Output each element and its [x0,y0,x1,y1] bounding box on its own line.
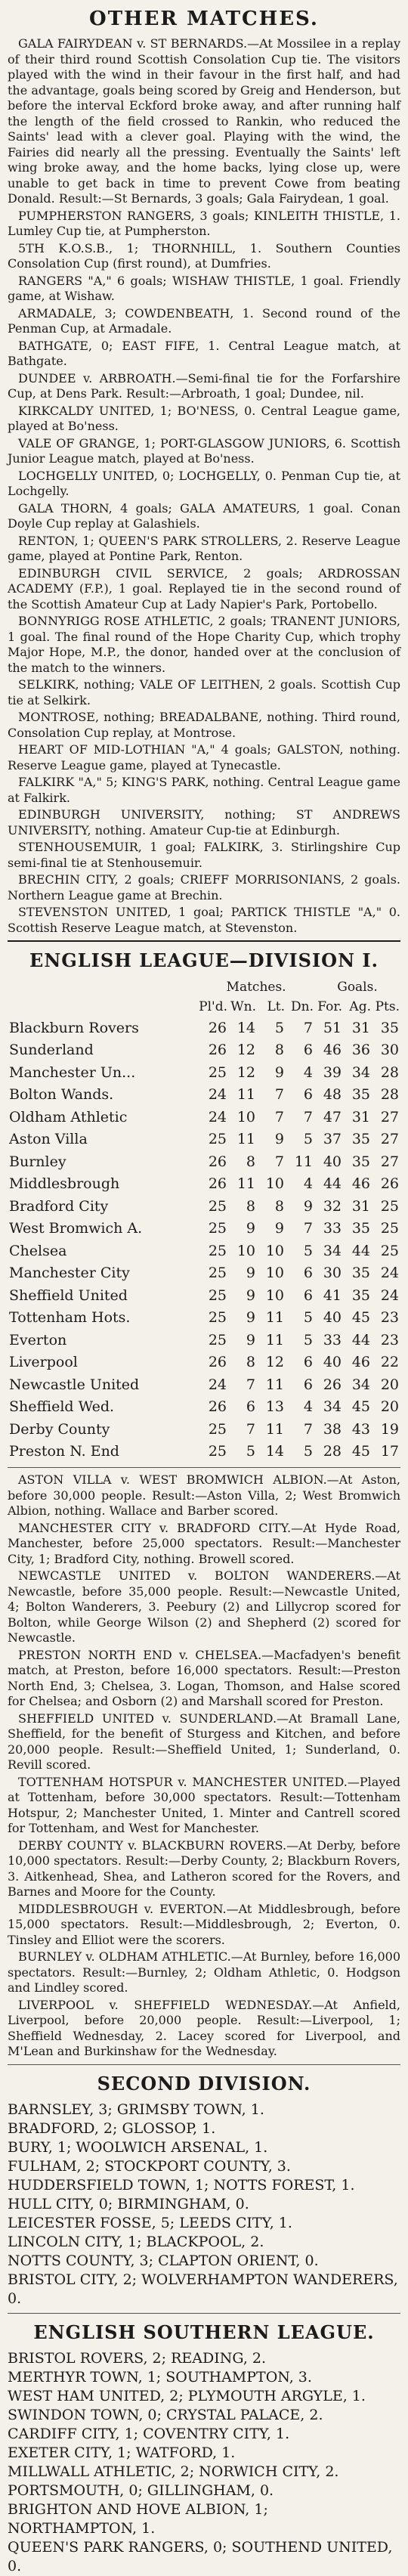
table-cell: 8 [246,1197,255,1215]
section-divider [8,2313,400,2314]
table-cell: 4 [303,1175,313,1193]
table-cell: 34 [323,1398,342,1416]
match-report: GALA FAIRYDEAN v. ST BERNARDS.—At Mossilee in a replay of their third round Scottish Consolation Cup tie. The visitors played with the wind in their favour in the first half, and had the advantage, goals being scored by Greig and Henderson, but before the interval Eckford broke away, and after running half the length of the field crossed to Rankin, who reduced the Saints' lead with a clever goal. Playing with the wind, the Fairies did nearly all the pressing. Eventually the Saints' left wing broke away, and the home backs, lying close up, were unable to get back in time to prevent Cowe from beating Donald. Result:—St Bernards, 3 goals; Gala Fairydean, 1 goal. [8,36,400,206]
table-cell: 7 [246,1420,255,1438]
result-line: BRADFORD, 2; GLOSSOP, 1. [8,2119,216,2137]
table-cell: 35 [351,1086,370,1104]
match-report: SELKIRK, nothing; VALE OF LEITHEN, 2 goals. Scottish Cup tie at Selkirk. [8,677,400,707]
table-cell: 6 [303,1354,313,1371]
table-cell: 11 [236,1175,255,1193]
table-cell: 34 [351,1376,370,1393]
table-cell: 7 [303,1108,313,1125]
league-table [8,977,400,1463]
table-cell: 25 [208,1420,227,1438]
table-cell: 45 [351,1443,370,1460]
result-line: FULHAM, 2; STOCKPORT COUNTY, 3. [8,2157,291,2175]
match-reports [8,1472,400,2060]
result-line: CARDIFF CITY, 1; COVENTRY CITY, 1. [8,2425,290,2442]
match-report: EDINBURGH UNIVERSITY, nothing; ST ANDREWS UNIVERSITY, nothing. Amateur Cup-tie at Edinburgh. [8,807,400,838]
match-report: DERBY COUNTY v. BLACKBURN ROVERS.—At Derby, before 10,000 spectators. Result:—Derby County, 2; Blackburn Rovers, 3. Aitkenhead, Shea, and Latheron scored for the Rovers, and Barnes and Moore for the County. [8,1838,400,1899]
team-name: Manchester City [9,1265,130,1282]
table-row [8,1129,400,1151]
table-cell: 25 [208,1331,227,1348]
table-cell: 39 [323,1064,342,1081]
second-division-results [8,2101,400,2308]
table-cell: 28 [380,1086,399,1104]
table-cell: 22 [380,1354,399,1371]
match-report: BRECHIN CITY, 2 goals; CRIEFF MORRISONIANS, 2 goals. Northern League game at Brechin. [8,872,400,903]
table-cell: 25 [208,1265,227,1282]
table-cell: 5 [303,1131,313,1148]
table-cell: 47 [323,1108,342,1125]
table-cell: 28 [323,1443,342,1460]
table-cell: 24 [208,1086,227,1104]
table-cell: 8 [246,1354,255,1371]
column-header: Dn. [291,999,314,1014]
table-cell: 26 [208,1175,227,1193]
matches-group-header: Matches. [226,980,286,995]
other-matches-heading: OTHER MATCHES. [89,8,319,30]
column-header: Ag. [349,999,371,1014]
match-report: MIDDLESBROUGH v. EVERTON.—At Middlesbrough, before 15,000 spectators. Result:—Middlesbrough, 2; Everton, 0. Tinsley and Elliot were the scorers. [8,1901,400,1947]
table-cell: 46 [323,1042,342,1059]
table-cell: 25 [380,1242,399,1259]
table-cell: 17 [380,1443,399,1460]
match-report: GALA THORN, 4 goals; GALA AMATEURS, 1 goal. Conan Doyle Cup replay at Galashiels. [8,500,400,531]
result-line: BRISTOL CITY, 2; WOLVERHAMPTON WANDERERS, 0. [8,2271,398,2307]
table-cell: 20 [380,1376,399,1393]
result-line: LEICESTER FOSSE, 5; LEEDS CITY, 1. [8,2214,292,2231]
match-report: FALKIRK "A," 5; KING'S PARK, nothing. Central League game at Falkirk. [8,775,400,805]
table-cell: 9 [246,1309,255,1327]
table-cell: 35 [351,1286,370,1304]
table-cell: 44 [351,1242,370,1259]
result-line: PORTSMOUTH, 0; GILLINGHAM, 0. [8,2482,274,2499]
result-line: MERTHYR TOWN, 1; SOUTHAMPTON, 3. [8,2368,312,2386]
table-cell: 45 [351,1309,370,1327]
table-cell: 10 [265,1175,284,1193]
table-cell: 27 [380,1131,399,1148]
match-report: BONNYRIGG ROSE ATHLETIC, 2 goals; TRANENT JUNIORS, 1 goal. The final round of the Hope Charity Cup, which trophy Major Hope, M.P., the donor, handed over at the conclusion of the match to the winners. [8,614,400,675]
match-report: MONTROSE, nothing; BREADALBANE, nothing. Third round, Consolation Cup replay, at Montrose. [8,710,400,740]
team-name: Derby County [9,1420,110,1438]
table-row [8,1150,400,1173]
table-cell: 26 [208,1153,227,1170]
table-cell: 31 [351,1019,370,1036]
table-row [8,1240,400,1262]
table-cell: 6 [303,1042,313,1059]
team-name: Bradford City [9,1197,109,1215]
table-row [8,1061,400,1084]
table-cell: 12 [265,1354,284,1371]
table-cell: 35 [380,1019,399,1036]
match-report: BATHGATE, 0; EAST FIFE, 1. Central League match, at Bathgate. [8,338,400,368]
table-cell: 9 [274,1220,284,1237]
match-report: BURNLEY v. OLDHAM ATHLETIC.—At Burnley, before 16,000 spectators. Result:—Burnley, 2; Oldham Athletic, 0. Hodgson and Lindley scored. [8,1949,400,1995]
section-divider [8,1467,400,1468]
table-cell: 31 [351,1197,370,1215]
table-cell: 9 [246,1220,255,1237]
table-cell: 40 [323,1354,342,1371]
team-name: Bolton Wands. [9,1086,114,1104]
match-report: DUNDEE v. ARBROATH.—Semi-final tie for the Forfarshire Cup, at Dens Park. Result:—Arbroath, 1 goal; Dundee, nil. [8,370,400,401]
table-cell: 44 [323,1175,342,1193]
table-cell: 25 [380,1197,399,1215]
table-cell: 33 [323,1331,342,1348]
table-cell: 5 [303,1242,313,1259]
table-cell: 4 [303,1064,313,1081]
table-cell: 6 [246,1398,255,1416]
table-cell: 13 [265,1398,284,1416]
column-header: Pts. [375,999,400,1014]
table-cell: 19 [380,1420,399,1438]
table-row [8,1373,400,1396]
table-cell: 35 [351,1153,370,1170]
table-cell: 10 [265,1242,284,1259]
table-cell: 23 [380,1309,399,1327]
table-cell: 9 [246,1331,255,1348]
table-cell: 35 [351,1265,370,1282]
table-cell: 30 [323,1265,342,1282]
column-header: Pl'd. [199,999,227,1014]
table-row [8,1262,400,1285]
result-line: LINCOLN CITY, 1; BLACKPOOL, 2. [8,2233,264,2250]
table-row [8,1195,400,1218]
table-cell: 10 [236,1108,255,1125]
table-row [8,1441,400,1463]
southern-league-results [8,2349,400,2576]
table-cell: 28 [380,1064,399,1081]
team-name: Middlesbrough [9,1175,120,1193]
table-cell: 25 [208,1242,227,1259]
table-cell: 14 [265,1443,284,1460]
table-cell: 12 [236,1064,255,1081]
team-name: Sunderland [9,1042,94,1059]
table-cell: 34 [351,1064,370,1081]
table-cell: 27 [380,1153,399,1170]
table-cell: 6 [303,1265,313,1282]
match-report: STENHOUSEMUIR, 1 goal; FALKIRK, 3. Stirlingshire Cup semi-final tie at Stenhousemuir. [8,840,400,870]
match-report: VALE OF GRANGE, 1; PORT-GLASGOW JUNIORS, 6. Scottish Junior League match, played at Bo'ness. [8,435,400,466]
table-cell: 33 [323,1220,342,1237]
table-row [8,1106,400,1129]
table-cell: 11 [265,1331,284,1348]
table-cell: 26 [208,1398,227,1416]
table-cell: 26 [323,1376,342,1393]
table-cell: 32 [323,1197,342,1215]
table-cell: 7 [303,1220,313,1237]
table-cell: 31 [351,1108,370,1125]
result-line: NOTTS COUNTY, 3; CLAPTON ORIENT, 0. [8,2252,319,2269]
result-line: BRISTOL ROVERS, 2; READING, 2. [8,2349,267,2367]
table-cell: 24 [208,1108,227,1125]
team-name: Aston Villa [9,1131,88,1148]
team-name: Manchester Un... [9,1064,136,1081]
table-row [8,1307,400,1330]
table-cell: 34 [323,1242,342,1259]
table-cell: 25 [208,1286,227,1304]
table-cell: 8 [246,1153,255,1170]
table-cell: 5 [303,1443,313,1460]
column-header: Lt. [267,999,285,1014]
other-matches-reports [8,36,400,936]
table-cell: 10 [236,1242,255,1259]
table-cell: 46 [351,1354,370,1371]
team-name: Liverpool [9,1354,78,1371]
division-one-heading: ENGLISH LEAGUE—DIVISION I. [29,949,379,971]
table-cell: 9 [274,1131,284,1148]
table-cell: 24 [380,1286,399,1304]
team-name: Sheffield United [9,1286,128,1304]
table-row [8,1173,400,1196]
table-cell: 5 [246,1443,255,1460]
result-line: MILLWALL ATHLETIC, 2; NORWICH CITY, 2. [8,2463,339,2480]
table-cell: 27 [380,1108,399,1125]
table-row [8,1084,400,1107]
table-row [8,1017,400,1039]
table-row [8,1218,400,1240]
table-cell: 36 [351,1042,370,1059]
match-report: ARMADALE, 3; COWDENBEATH, 1. Second round of the Penman Cup, at Armadale. [8,305,400,336]
table-row [8,1284,400,1307]
second-division-heading: SECOND DIVISION. [97,2072,311,2095]
table-cell: 26 [380,1175,399,1193]
table-cell: 7 [274,1108,284,1125]
match-report: PUMPHERSTON RANGERS, 3 goals; KINLEITH THISTLE, 1. Lumley Cup tie, at Pumpherston. [8,208,400,238]
table-cell: 9 [246,1265,255,1282]
southern-league-heading: ENGLISH SOUTHERN LEAGUE. [33,2321,375,2343]
table-cell: 7 [303,1420,313,1438]
team-name: Chelsea [9,1242,67,1259]
table-cell: 25 [380,1220,399,1237]
table-cell: 14 [236,1019,255,1036]
table-cell: 25 [208,1197,227,1215]
table-cell: 48 [323,1086,342,1104]
table-cell: 46 [351,1175,370,1193]
table-cell: 12 [236,1042,255,1059]
table-cell: 9 [246,1286,255,1304]
match-report: NEWCASTLE UNITED v. BOLTON WANDERERS.—At Newcastle, before 35,000 people. Result:—Newcastle United, 4; Bolton Wanderers, 3. Peebury (2) and Lillycrop scored for Bolton, while George Wilson (2) and Shepherd (2) scored for Newcastle. [8,1568,400,1645]
match-report: SHEFFIELD UNITED v. SUNDERLAND.—At Bramall Lane, Sheffield, for the benefit of Sturgess and Kitchen, and before 20,000 people. Result:—Sheffield United, 1; Sunderland, 0. Revill scored. [8,1711,400,1772]
table-cell: 11 [236,1131,255,1148]
team-name: Preston N. End [9,1443,119,1460]
table-row [8,1351,400,1374]
table-cell: 41 [323,1286,342,1304]
table-row [8,1329,400,1351]
table-cell: 11 [265,1376,284,1393]
match-report: MANCHESTER CITY v. BRADFORD CITY.—At Hyde Road, Manchester, before 25,000 spectators. Result:—Manchester City, 1; Bradford City, nothing. Browell scored. [8,1520,400,1566]
table-cell: 8 [274,1197,284,1215]
table-cell: 44 [351,1331,370,1348]
team-name: West Bromwich A. [9,1220,143,1237]
team-name: Everton [9,1331,67,1348]
table-cell: 23 [380,1331,399,1348]
table-cell: 25 [208,1064,227,1081]
table-cell: 11 [265,1420,284,1438]
table-cell: 37 [323,1131,342,1148]
table-cell: 7 [274,1086,284,1104]
table-cell: 6 [303,1086,313,1104]
match-report: LOCHGELLY UNITED, 0; LOCHGELLY, 0. Penman Cup tie, at Lochgelly. [8,468,400,498]
table-cell: 10 [265,1265,284,1282]
result-line: BARNSLEY, 3; GRIMSBY TOWN, 1. [8,2101,264,2118]
table-cell: 5 [303,1331,313,1348]
table-cell: 25 [208,1131,227,1148]
table-cell: 24 [208,1376,227,1393]
table-cell: 6 [303,1376,313,1393]
table-cell: 9 [303,1197,313,1215]
table-cell: 40 [323,1309,342,1327]
table-cell: 7 [303,1019,313,1036]
team-name: Tottenham Hots. [9,1309,131,1327]
match-report: STEVENSTON UNITED, 1 goal; PARTICK THISTLE "A," 0. Scottish Reserve League match, at Stevenston. [8,905,400,935]
result-line: HULL CITY, 0; BIRMINGHAM, 0. [8,2195,249,2212]
match-report: PRESTON NORTH END v. CHELSEA.—Macfadyen's benefit match, at Preston, before 16,000 spectators. Result:—Preston North End, 3; Chelsea, 3. Logan, Thomson, and Halse scored for Chelsea; and Osborn (2) and Marshall scored for Preston. [8,1647,400,1708]
table-cell: 25 [208,1443,227,1460]
table-cell: 26 [208,1019,227,1036]
result-line: WEST HAM UNITED, 2; PLYMOUTH ARGYLE, 1. [8,2387,366,2404]
match-report: ASTON VILLA v. WEST BROMWICH ALBION.—At Aston, before 30,000 people. Result:—Aston Villa, 2; West Bromwich Albion, nothing. Wallace and Barber scored. [8,1472,400,1518]
match-report: KIRKCALDY UNITED, 1; BO'NESS, 0. Central League game, played at Bo'ness. [8,403,400,433]
match-report: EDINBURGH CIVIL SERVICE, 2 goals; ARDROSSAN ACADEMY (F.P.), 1 goal. Replayed tie in the second round of the Scottish Amateur Cup at Lady Napier's Park, Portobello. [8,565,400,611]
result-line: BURY, 1; WOOLWICH ARSENAL, 1. [8,2138,268,2156]
table-cell: 30 [380,1042,399,1059]
result-line: EXETER CITY, 1; WATFORD, 1. [8,2444,236,2461]
team-name: Oldham Athletic [9,1108,128,1125]
table-cell: 26 [208,1042,227,1059]
section-divider [8,2064,400,2065]
table-cell: 25 [208,1220,227,1237]
table-cell: 11 [294,1153,313,1170]
team-name: Blackburn Rovers [9,1019,139,1036]
table-cell: 26 [208,1354,227,1371]
table-cell: 43 [351,1420,370,1438]
result-line: SWINDON TOWN, 0; CRYSTAL PALACE, 2. [8,2406,323,2423]
table-cell: 5 [274,1019,284,1036]
match-report: RANGERS "A," 6 goals; WISHAW THISTLE, 1 goal. Friendly game, at Wishaw. [8,273,400,303]
newspaper-column [8,0,400,2576]
table-spacer [8,977,198,997]
table-cell: 20 [380,1398,399,1416]
table-row [8,1418,400,1441]
table-cell: 10 [265,1286,284,1304]
table-row [8,1039,400,1062]
result-line: HUDDERSFIELD TOWN, 1; NOTTS FOREST, 1. [8,2176,355,2194]
match-report: 5TH K.O.S.B., 1; THORNHILL, 1. Southern Counties Consolation Cup (first round), at Dumfries. [8,240,400,271]
table-cell: 11 [265,1309,284,1327]
table-cell: 40 [323,1153,342,1170]
table-cell: 5 [303,1309,313,1327]
table-spacer [8,997,198,1017]
section-divider [8,940,400,942]
team-name: Burnley [9,1153,66,1170]
column-header: Wn. [230,999,256,1014]
table-cell: 6 [303,1286,313,1304]
table-cell: 4 [303,1398,313,1416]
match-report: TOTTENHAM HOTSPUR v. MANCHESTER UNITED.—Played at Tottenham, before 30,000 spectators. Result:—Tottenham Hotspur, 2; Manchester United, 1. Minter and Cantrell scored for Tottenham, and West for Manchester. [8,1774,400,1835]
team-name: Newcastle United [9,1376,140,1393]
table-cell: 51 [323,1019,342,1036]
match-report: RENTON, 1; QUEEN'S PARK STROLLERS, 2. Reserve League game, played at Pontine Park, Renton. [8,533,400,563]
column-header: For. [317,999,342,1014]
table-cell: 45 [351,1398,370,1416]
table-cell: 35 [351,1131,370,1148]
table-cell: 7 [274,1153,284,1170]
result-line: BRIGHTON AND HOVE ALBION, 1; NORTHAMPTON, 1. [8,2500,268,2537]
table-cell: 7 [246,1376,255,1393]
table-cell: 9 [274,1064,284,1081]
goals-group-header: Goals. [337,980,378,995]
table-cell: 25 [208,1309,227,1327]
match-report: HEART OF MID-LOTHIAN "A," 4 goals; GALSTON, nothing. Reserve League game, played at Tynecastle. [8,742,400,772]
table-cell: 35 [351,1220,370,1237]
team-name: Sheffield Wed. [9,1398,115,1416]
table-cell: 24 [380,1265,399,1282]
table-cell: 8 [274,1042,284,1059]
match-report: LIVERPOOL v. SHEFFIELD WEDNESDAY.—At Anfield, Liverpool, before 20,000 people. Result:—Liverpool, 1; Sheffield Wednesday, 2. Lacey scored for Liverpool, and M'Lean and Burkinshaw for the Wednesday. [8,1997,400,2058]
table-row [8,1396,400,1419]
table-cell: 11 [236,1086,255,1104]
result-line: QUEEN'S PARK RANGERS, 0; SOUTHEND UNITED, 0. [8,2538,393,2574]
table-cell: 38 [323,1420,342,1438]
